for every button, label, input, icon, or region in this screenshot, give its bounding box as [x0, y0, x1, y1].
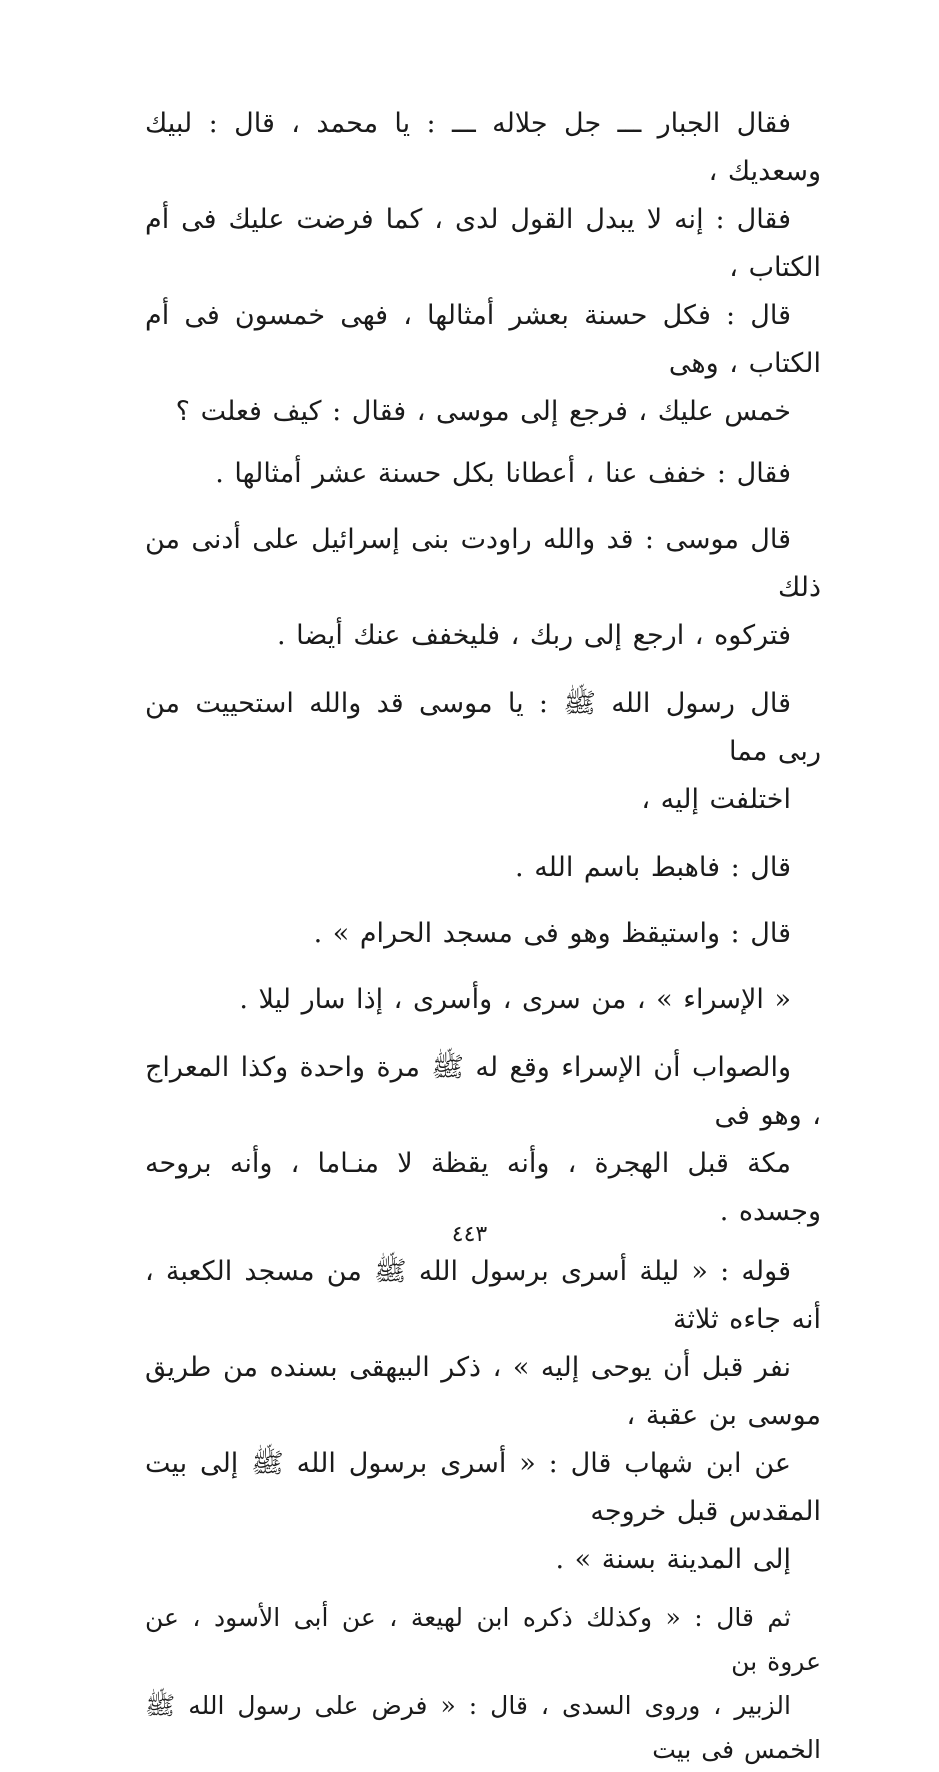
- text-line: قوله : « ليلة أسرى برسول الله ﷺ من مسجد الكعبة ، أنه جاءه ثلاثة: [145, 1256, 821, 1335]
- paragraph-2: [145, 450, 821, 498]
- text-line: « الإسراء » ، من سرى ، وأسرى ، إذا سار ليلا .: [239, 984, 791, 1015]
- text-line: عن ابن شهاب قال : « أسرى برسول الله ﷺ إلى بيت المقدس قبل خروجه: [145, 1448, 821, 1527]
- text-line: نفر قبل أن يوحى إليه » ، ذكر البيهقى بسنده من طريق موسى بن عقبة ،: [145, 1352, 821, 1431]
- paragraph-4: [145, 680, 821, 824]
- text-line: فقال الجبار ـــ جل جلاله ـــ : يا محمد ، قال : لبيك وسعديك ،: [145, 108, 821, 187]
- page-number: ٤٤٣: [451, 1222, 488, 1247]
- paragraph-5: [145, 844, 821, 892]
- text-line: إلى المدينة بسنة » .: [555, 1544, 791, 1575]
- text-line: قال : واستيقظ وهو فى مسجد الحرام » .: [313, 918, 791, 949]
- text-line: فتركوه ، ارجع إلى ربك ، فليخفف عنك أيضا .: [277, 620, 791, 651]
- main-text: [145, 100, 821, 1772]
- text-line: قال : فكل حسنة بعشر أمثالها ، فهى خمسون فى أم الكتاب ، وهى: [145, 300, 821, 379]
- paragraph-10: [145, 1596, 821, 1772]
- text-line: قال : فاهبط باسم الله .: [515, 852, 791, 883]
- paragraph-7: [145, 976, 821, 1024]
- text-line: مكة قبل الهجرة ، وأنه يقظة لا منـاما ، وأنه بروحه وجسده .: [145, 1148, 821, 1227]
- paragraph-9: [145, 1248, 821, 1584]
- text-line: اختلفت إليه ،: [641, 784, 791, 815]
- paragraph-8: [145, 1044, 821, 1236]
- text-line: ثم قال : « وكذلك ذكره ابن لهيعة ، عن أبى الأسود ، عن عروة بن: [145, 1603, 821, 1676]
- text-line: قال موسى : قد والله راودت بنى إسرائيل على أدنى من ذلك: [145, 524, 821, 603]
- paragraph-1: [145, 100, 821, 436]
- text-line: الزبير ، وروى السدى ، قال : « فرض على رسول الله ﷺ الخمس فى بيت: [145, 1691, 821, 1764]
- text-line: فقال : إنه لا يبدل القول لدى ، كما فرضت عليك فى أم الكتاب ،: [145, 204, 821, 283]
- paragraph-6: [145, 910, 821, 958]
- text-line: والصواب أن الإسراء وقع له ﷺ مرة واحدة وكذا المعراج ، وهو فى: [145, 1052, 821, 1131]
- text-line: خمس عليك ، فرجع إلى موسى ، فقال : كيف فعلت ؟: [175, 396, 791, 427]
- text-line: قال رسول الله ﷺ : يا موسى قد والله استحييت من ربى مما: [145, 688, 821, 767]
- text-line: فقال : خفف عنا ، أعطانا بكل حسنة عشر أمثالها .: [215, 458, 791, 489]
- paragraph-3: [145, 516, 821, 660]
